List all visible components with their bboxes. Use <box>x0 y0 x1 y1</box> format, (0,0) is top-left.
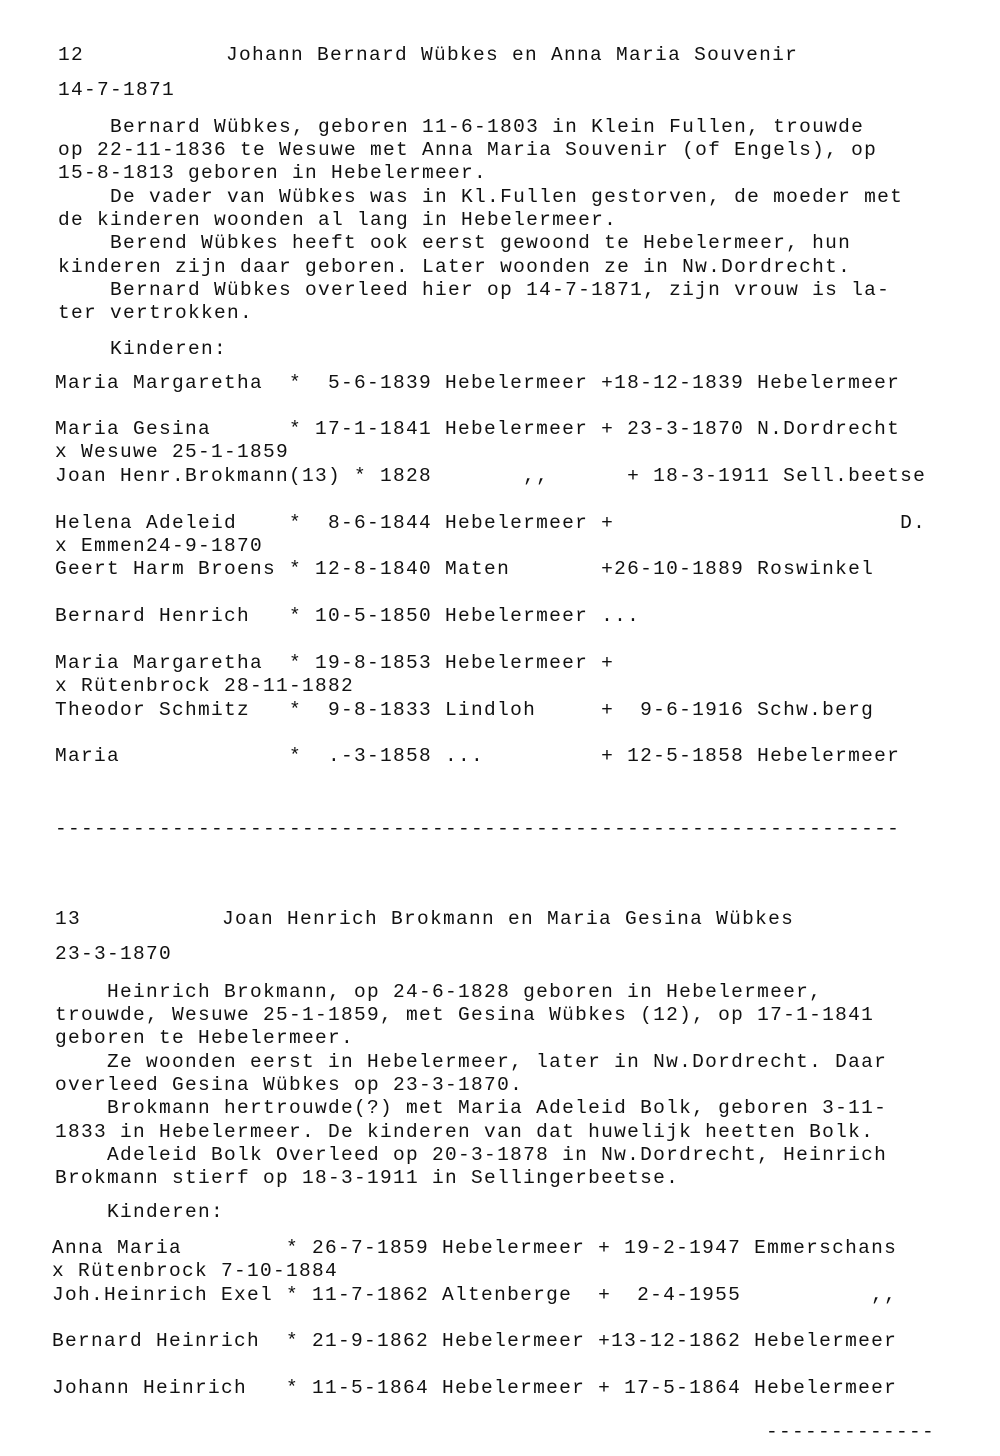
paragraph-line: 15-8-1813 geboren in Hebelermeer. <box>58 162 488 184</box>
paragraph-line: 1833 in Hebelermeer. De kinderen van dat huwelijk heetten Bolk. <box>55 1121 875 1143</box>
paragraph-line: Brokmann stierf op 18-3-1911 in Sellingerbeetse. <box>55 1167 680 1189</box>
marriage-row: x Rütenbrock 7-10-1884 <box>52 1260 339 1282</box>
children-label: Kinderen: <box>58 338 228 360</box>
child-row: Bernard Heinrich * 21-9-1862 Hebelermeer +13-12-1862 Hebelermeer <box>52 1330 898 1352</box>
paragraph-line: Bernard Wübkes, geboren 11-6-1803 in Klein Fullen, trouwde <box>58 116 865 138</box>
end-rule: ------------- <box>766 1421 936 1443</box>
paragraph-line: Brokmann hertrouwde(?) met Maria Adeleid Bolk, geboren 3-11- <box>55 1097 888 1119</box>
child-row: Bernard Henrich * 10-5-1850 Hebelermeer ... <box>55 605 641 627</box>
section-number: 13 <box>55 908 82 930</box>
section-date: 14-7-1871 <box>58 79 176 101</box>
marriage-row: x Wesuwe 25-1-1859 <box>55 441 290 463</box>
section-separator: ----------------------------------------------------------------- <box>55 818 901 840</box>
child-row: Johann Heinrich * 11-5-1864 Hebelermeer + 17-5-1864 Hebelermeer <box>52 1377 898 1399</box>
paragraph-line: ter vertrokken. <box>58 302 254 324</box>
child-row: Maria Margaretha * 5-6-1839 Hebelermeer +18-12-1839 Hebelermeer <box>55 372 901 394</box>
child-row: Helena Adeleid * 8-6-1844 Hebelermeer + D. <box>55 512 927 534</box>
paragraph-line: Adeleid Bolk Overleed op 20-3-1878 in Nw.Dordrecht, Heinrich <box>55 1144 888 1166</box>
spouse-row: Geert Harm Broens * 12-8-1840 Maten +26-10-1889 Roswinkel <box>55 558 875 580</box>
paragraph-line: Ze woonden eerst in Hebelermeer, later in Nw.Dordrecht. Daar <box>55 1051 888 1073</box>
child-row: Maria Margaretha * 19-8-1853 Hebelermeer + <box>55 652 615 674</box>
paragraph-line: kinderen zijn daar geboren. Later woonden ze in Nw.Dordrecht. <box>58 256 852 278</box>
paragraph-line: trouwde, Wesuwe 25-1-1859, met Gesina Wübkes (12), op 17-1-1841 <box>55 1004 875 1026</box>
marriage-row: x Emmen24-9-1870 <box>55 535 264 557</box>
spouse-row: Joh.Heinrich Exel * 11-7-1862 Altenberge + 2-4-1955 ,, <box>52 1284 898 1306</box>
paragraph-line: Bernard Wübkes overleed hier op 14-7-1871, zijn vrouw is la- <box>58 279 891 301</box>
section-title: Johann Bernard Wübkes en Anna Maria Souvenir <box>226 44 799 66</box>
section-number: 12 <box>58 44 85 66</box>
child-row: Maria * .-3-1858 ... + 12-5-1858 Hebelermeer <box>55 745 901 767</box>
paragraph-line: Heinrich Brokmann, op 24-6-1828 geboren in Hebelermeer, <box>55 981 823 1003</box>
paragraph-line: de kinderen woonden al lang in Hebelermeer. <box>58 209 618 231</box>
marriage-row: x Rütenbrock 28-11-1882 <box>55 675 355 697</box>
child-row: Anna Maria * 26-7-1859 Hebelermeer + 19-2-1947 Emmerschans <box>52 1237 898 1259</box>
children-label: Kinderen: <box>55 1201 225 1223</box>
section-title: Joan Henrich Brokmann en Maria Gesina Wübkes <box>222 908 795 930</box>
paragraph-line: Berend Wübkes heeft ook eerst gewoond te Hebelermeer, hun <box>58 232 852 254</box>
spouse-row: Theodor Schmitz * 9-8-1833 Lindloh + 9-6-1916 Schw.berg <box>55 699 875 721</box>
paragraph-line: op 22-11-1836 te Wesuwe met Anna Maria Souvenir (of Engels), op <box>58 139 878 161</box>
paragraph-line: geboren te Hebelermeer. <box>55 1027 355 1049</box>
section-date: 23-3-1870 <box>55 943 173 965</box>
spouse-row: Joan Henr.Brokmann(13) * 1828 ,, + 18-3-1911 Sell.beetse <box>55 465 927 487</box>
paragraph-line: overleed Gesina Wübkes op 23-3-1870. <box>55 1074 524 1096</box>
child-row: Maria Gesina * 17-1-1841 Hebelermeer + 23-3-1870 N.Dordrecht <box>55 418 901 440</box>
paragraph-line: De vader van Wübkes was in Kl.Fullen gestorven, de moeder met <box>58 186 904 208</box>
